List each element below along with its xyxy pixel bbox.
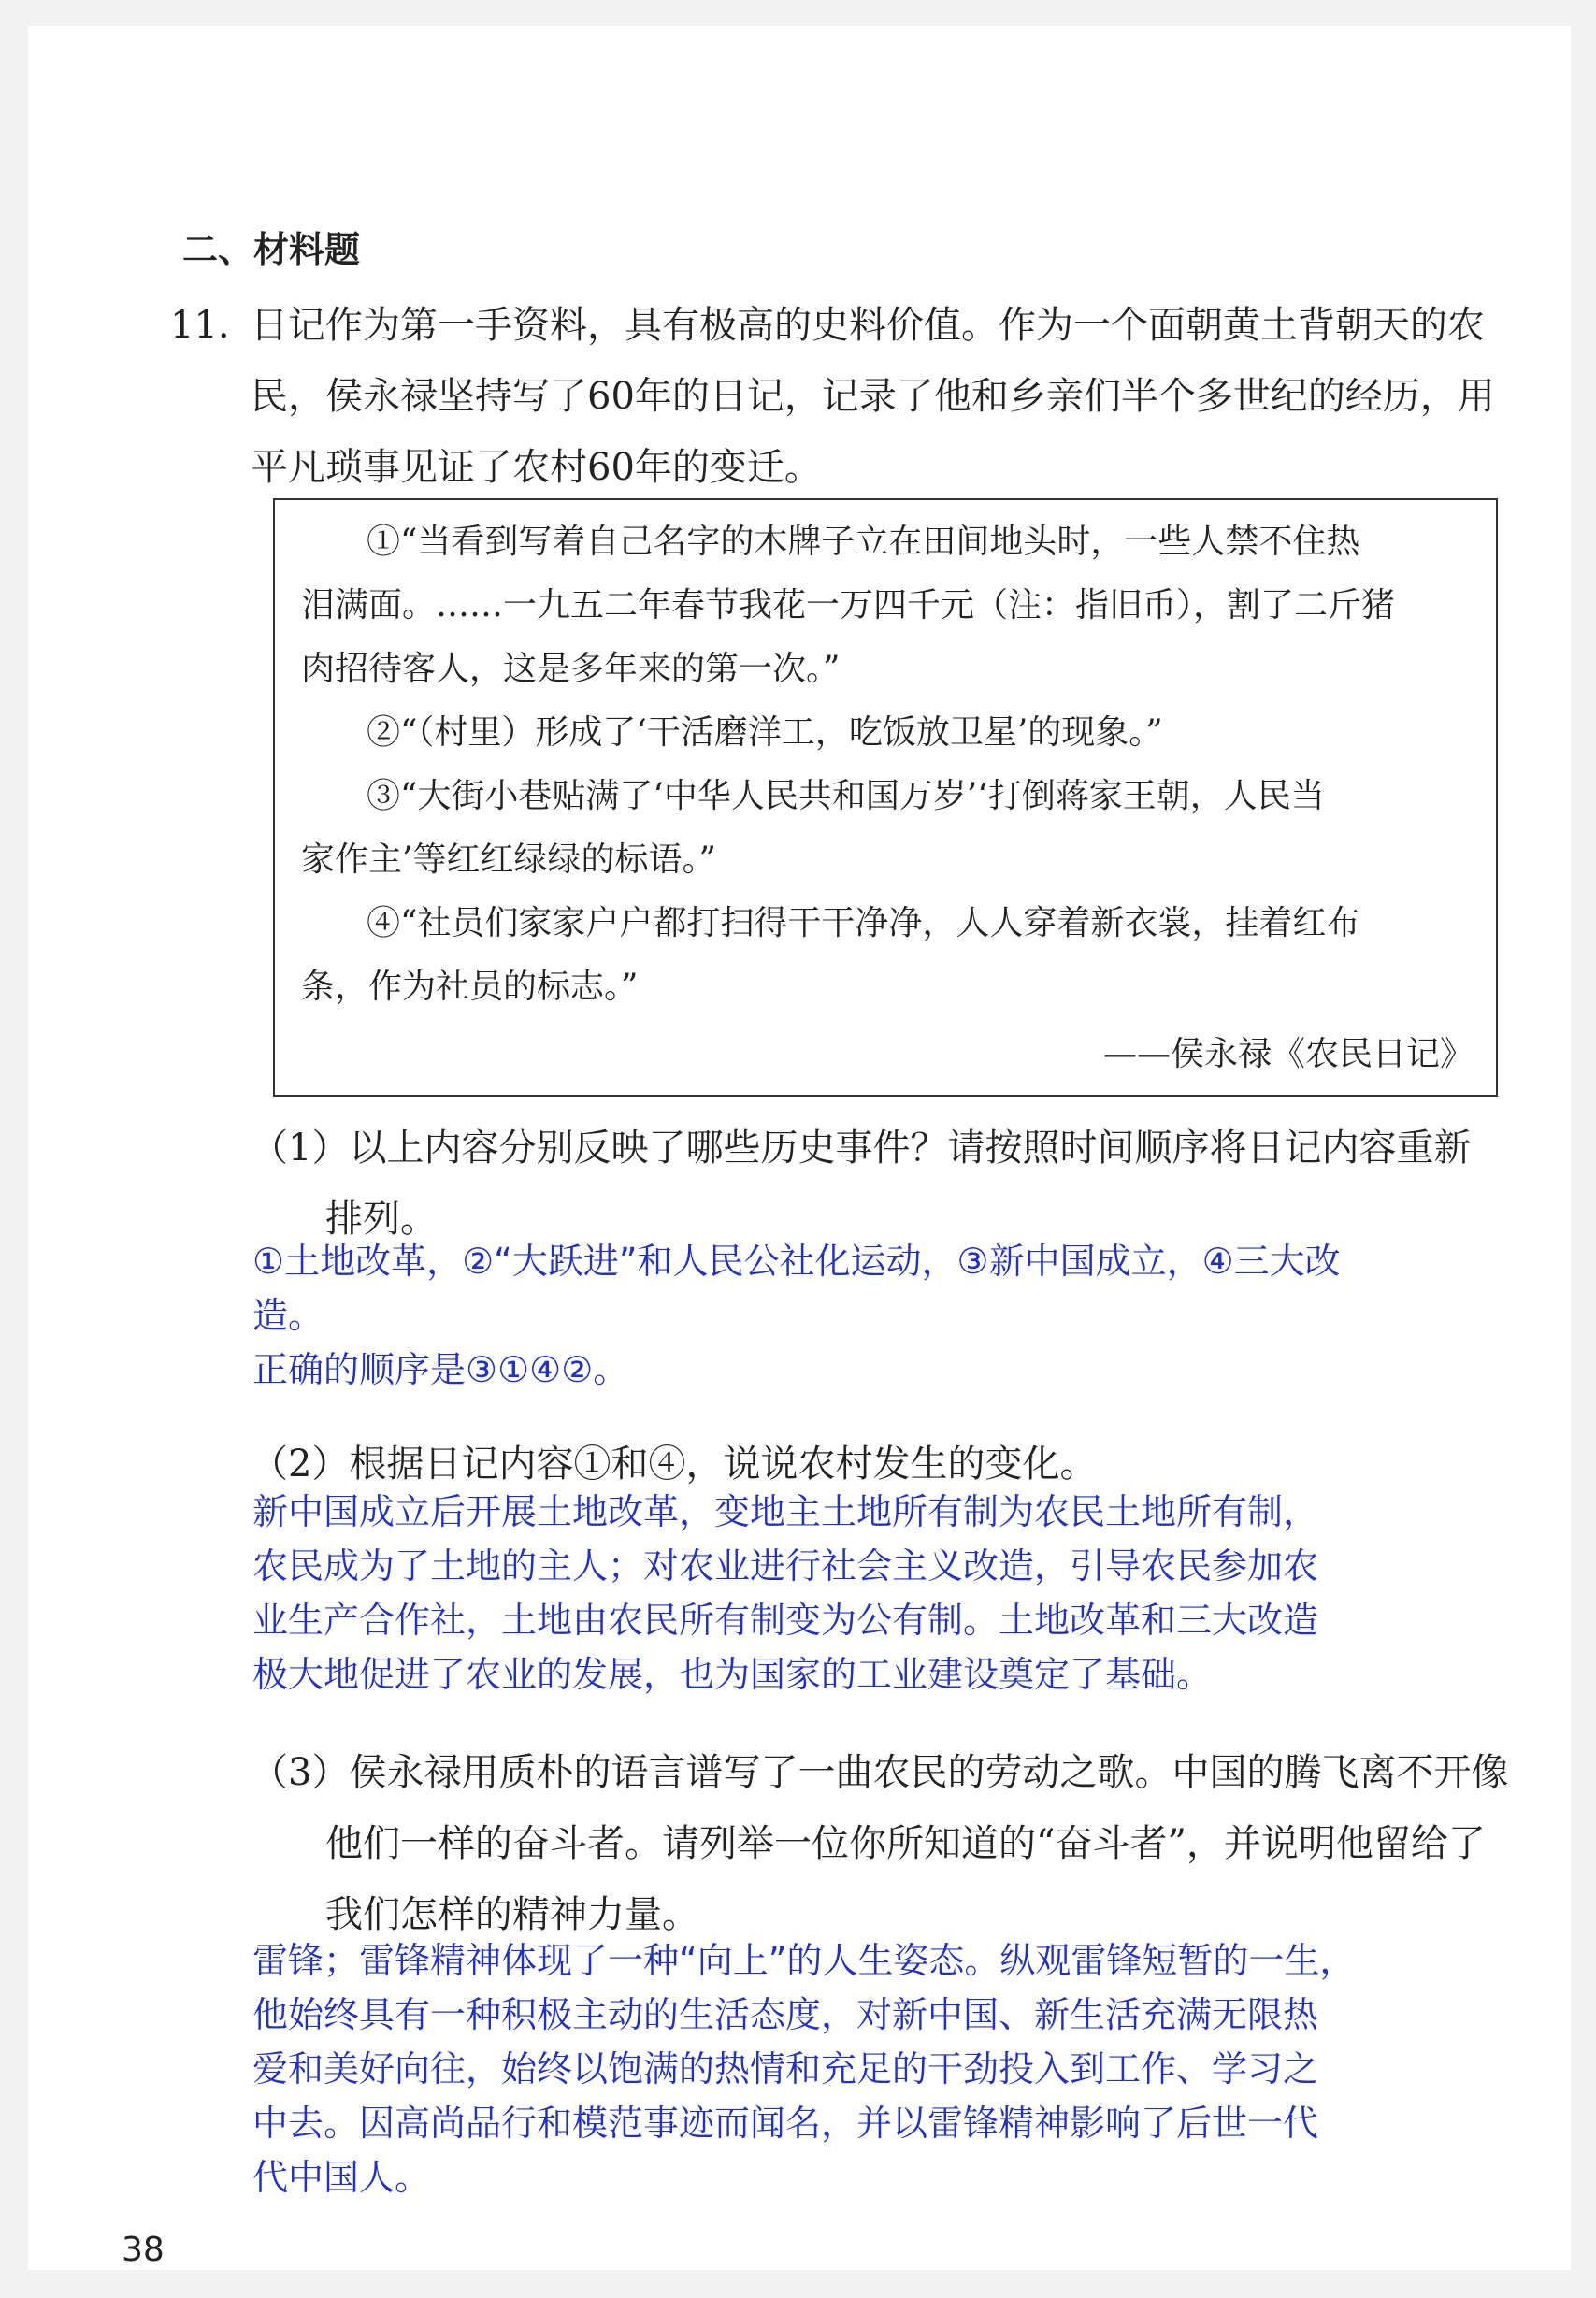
material-line: 泪满面。……一九五二年春节我花一万四千元（注：指旧币），割了二斤猪 — [301, 586, 1396, 625]
answer-3-line: 爱和美好向往，始终以饱满的热情和充足的干劲投入到工作、学习之 — [252, 2048, 1319, 2090]
page-number: 38 — [122, 2231, 165, 2269]
material-box — [273, 498, 1498, 1097]
question-number: 11. — [170, 304, 230, 347]
question-stem-line: 民，侯永禄坚持写了60年的日记，记录了他和乡亲们半个多世纪的经历，用 — [251, 375, 1495, 418]
question-stem-line: 平凡琐事见证了农村60年的变迁。 — [251, 446, 822, 489]
sub-question-3: （3）侯永禄用质朴的语言谱写了一曲农民的劳动之歌。中国的腾飞离不开像 — [251, 1751, 1509, 1794]
sub-question-3-cont: 我们怎样的精神力量。 — [325, 1893, 699, 1936]
answer-2-line: 新中国成立后开展土地改革，变地主土地所有制为农民土地所有制， — [252, 1491, 1319, 1532]
material-line: ②“（村里）形成了‘干活磨洋工，吃饭放卫星’的现象。” — [367, 713, 1163, 752]
material-line: 条，作为社员的标志。” — [301, 968, 639, 1006]
answer-3-line: 雷锋；雷锋精神体现了一种“向上”的人生姿态。纵观雷锋短暂的一生， — [252, 1940, 1356, 1981]
answer-3-line: 代中国人。 — [252, 2157, 431, 2198]
answer-2-line: 业生产合作社，土地由农民所有制变为公有制。土地改革和三大改造 — [252, 1600, 1319, 1641]
material-line: ④“社员们家家户户都打扫得干干净净，人人穿着新衣裳，挂着红布 — [367, 904, 1360, 942]
sub-question-1-cont: 排列。 — [325, 1198, 438, 1241]
answer-3-line: 他始终具有一种积极主动的生活态度，对新中国、新生活充满无限热 — [252, 1994, 1319, 2035]
sub-question-3-cont: 他们一样的奋斗者。请列举一位你所知道的“奋斗者”，并说明他留给了 — [325, 1822, 1486, 1865]
question-stem-line: 日记作为第一手资料，具有极高的史料价值。作为一个面朝黄土背朝天的农 — [251, 304, 1485, 347]
material-line: ①“当看到写着自己名字的木牌子立在田间地头时，一些人禁不住热 — [367, 523, 1360, 561]
answer-1-line: 造。 — [252, 1295, 324, 1336]
answer-3-line: 中去。因高尚品行和模范事迹而闻名，并以雷锋精神影响了后世一代 — [252, 2103, 1319, 2144]
material-line: 肉招待客人，这是多年来的第一次。” — [301, 650, 841, 688]
material-line: ③“大街小巷贴满了‘中华人民共和国万岁’‘打倒蒋家王朝，人民当 — [367, 777, 1325, 815]
answer-2-line: 农民成为了土地的主人；对农业进行社会主义改造，引导农民参加农 — [252, 1545, 1319, 1587]
sub-question-1: （1）以上内容分别反映了哪些历史事件？请按照时间顺序将日记内容重新 — [251, 1127, 1472, 1170]
answer-1-line: 正确的顺序是③①④②。 — [252, 1349, 629, 1390]
sub-question-2: （2）根据日记内容①和④，说说农村发生的变化。 — [251, 1443, 1098, 1486]
section-title: 二、材料题 — [182, 229, 361, 270]
answer-2-line: 极大地促进了农业的发展，也为国家的工业建设奠定了基础。 — [252, 1654, 1213, 1695]
textbook-page — [28, 26, 1571, 2270]
answer-1-line: ①土地改革，②“大跃进”和人民公社化运动，③新中国成立，④三大改 — [252, 1241, 1341, 1282]
material-source: ——侯永禄《农民日记》 — [1102, 1035, 1474, 1073]
material-line: 家作主’等红红绿绿的标语。” — [301, 840, 716, 879]
